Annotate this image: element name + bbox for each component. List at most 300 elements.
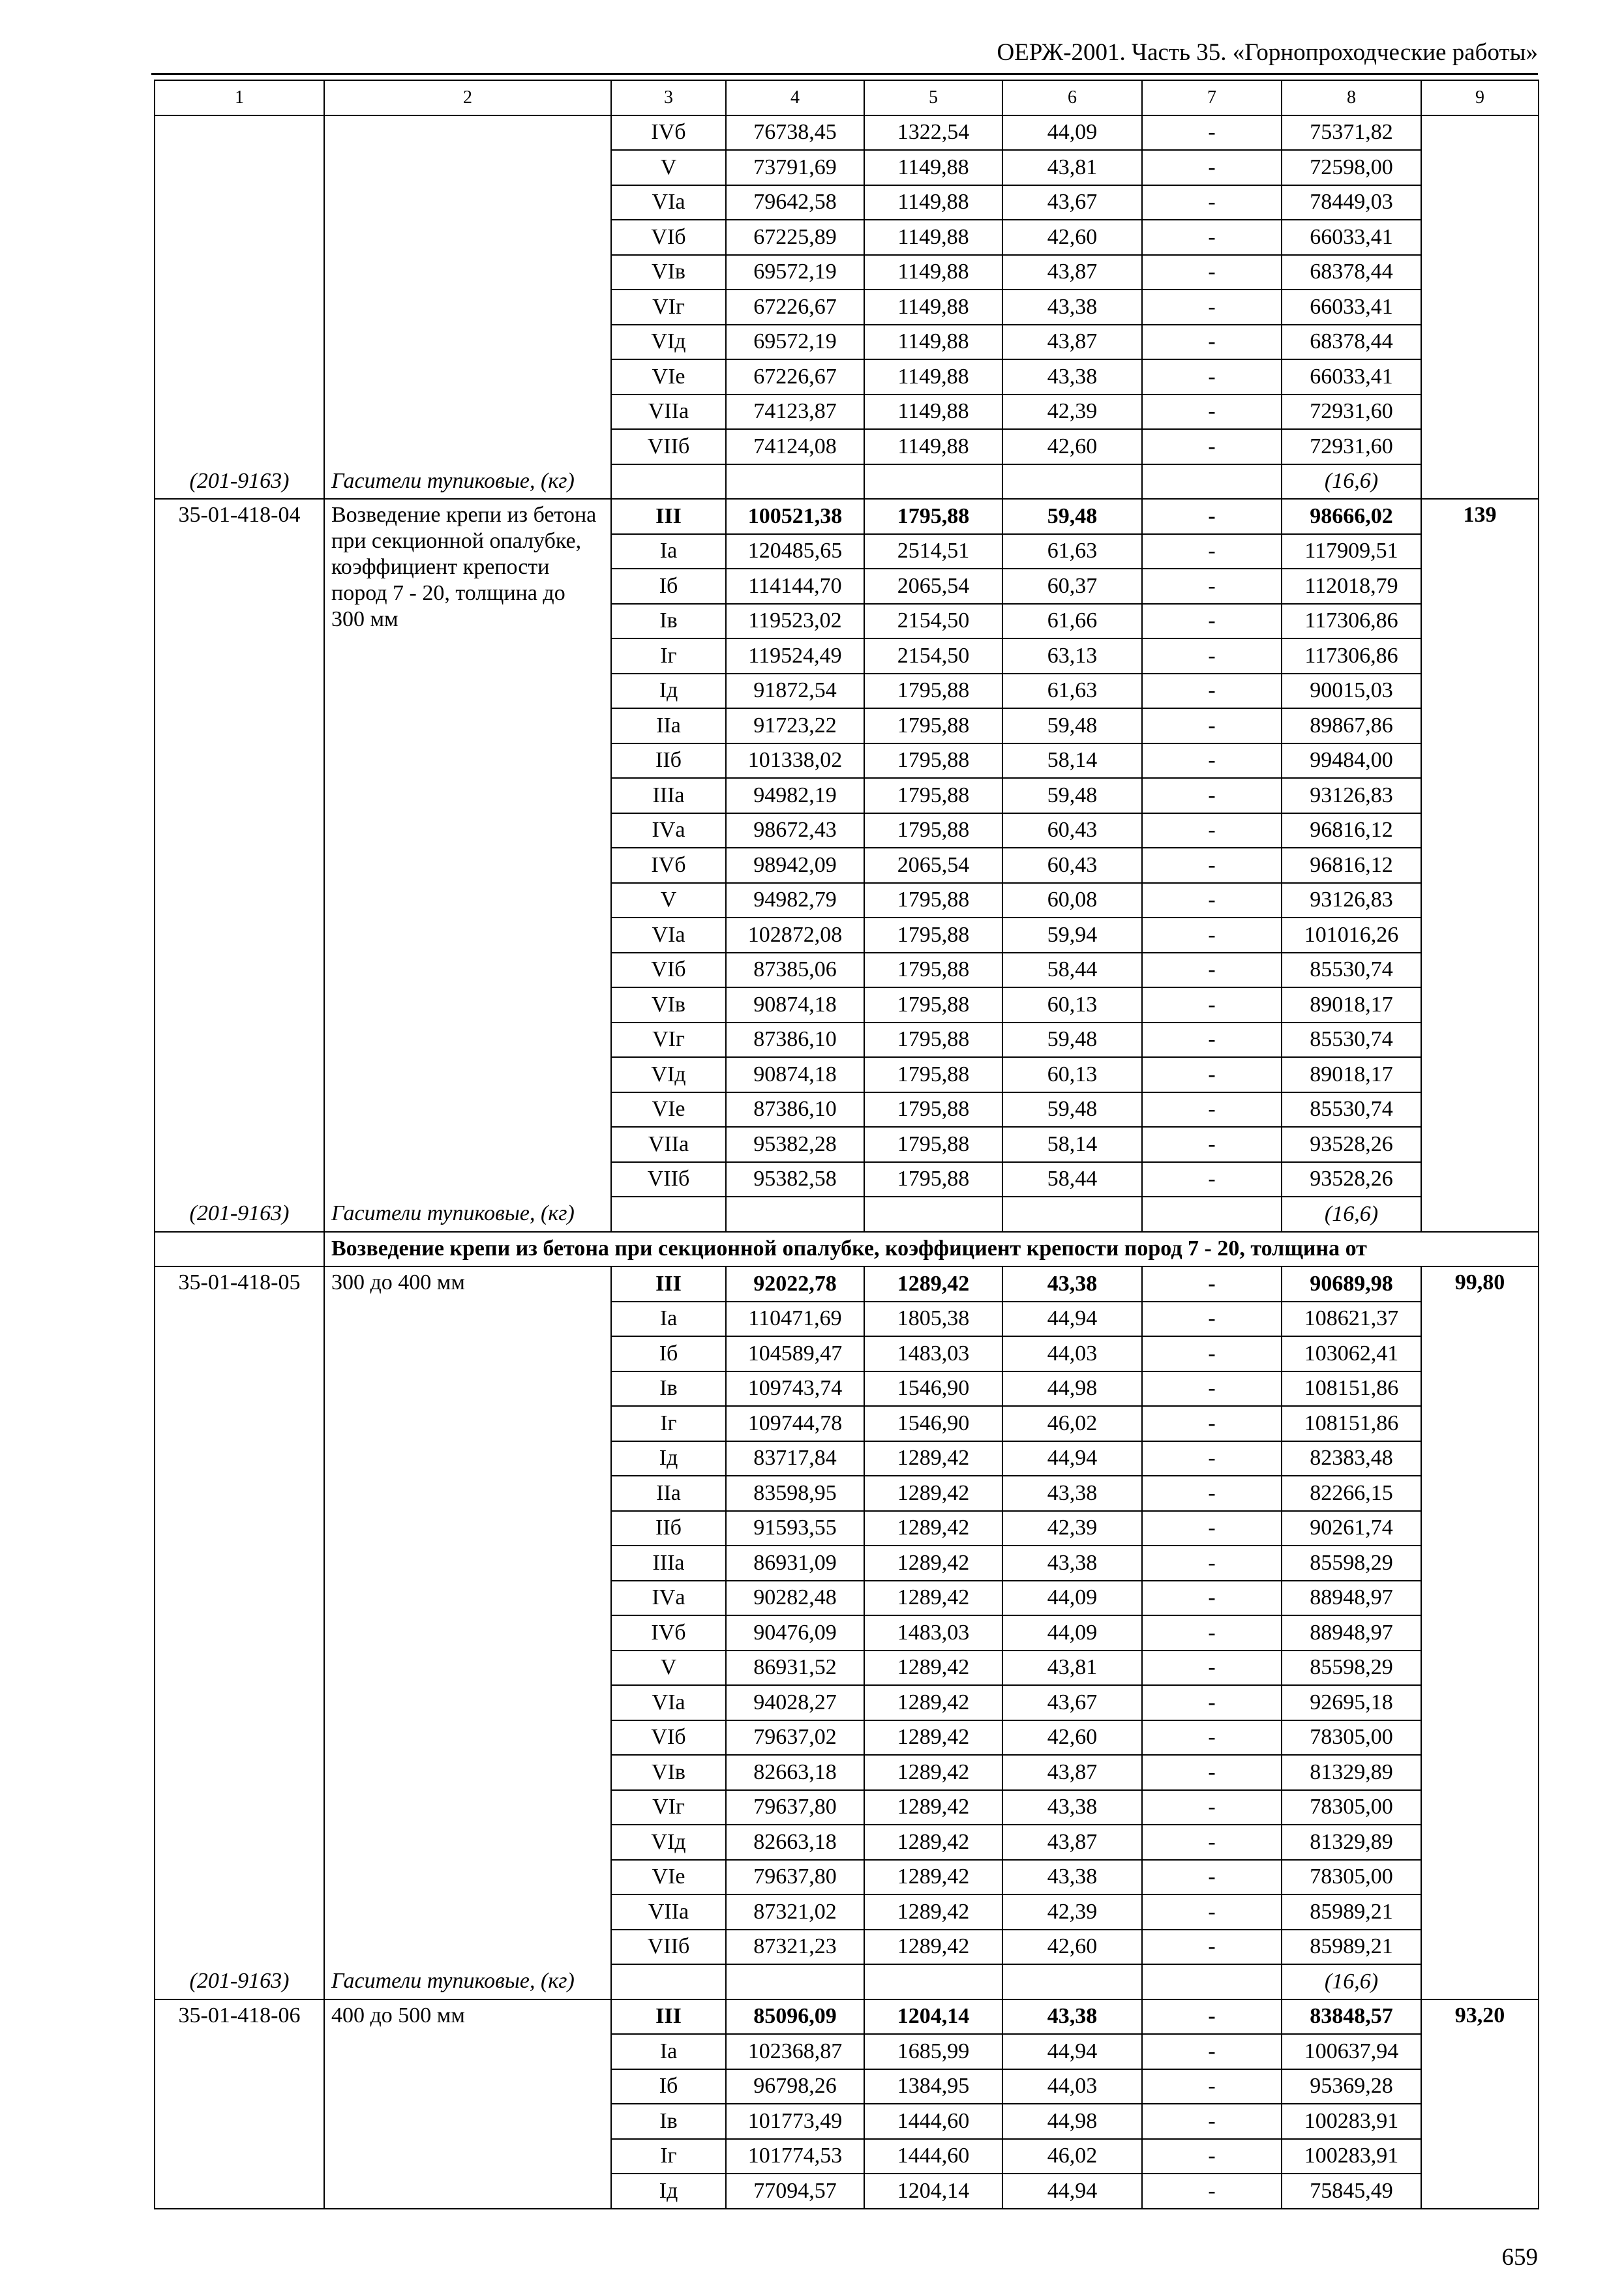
value-cell: 2154,50 [864,604,1002,639]
value-cell: 1149,88 [864,255,1002,290]
zone-cell: VIе [611,1092,726,1128]
value-cell: - [1142,1057,1282,1092]
value-cell: 1289,42 [864,1476,1002,1511]
value-cell: 91872,54 [726,674,864,709]
value-cell: 89867,86 [1282,708,1421,743]
value-cell: 86931,09 [726,1546,864,1581]
value-cell: 1795,88 [864,1023,1002,1058]
table-row [155,115,1539,151]
zone-cell: IVа [611,813,726,848]
value-cell: - [1142,1127,1282,1162]
value-cell: 67225,89 [726,220,864,255]
value-cell: - [1142,1825,1282,1860]
value-cell: 1795,88 [864,813,1002,848]
value-cell: - [1142,1755,1282,1790]
value-cell: 2154,50 [864,638,1002,674]
value-cell: 43,38 [1002,1546,1142,1581]
value-cell: 90874,18 [726,1057,864,1092]
value-cell: 59,48 [1002,499,1142,534]
value-cell: - [1142,1685,1282,1720]
value-cell: - [1142,604,1282,639]
value-cell: 1289,42 [864,1894,1002,1930]
value-cell: 1483,03 [864,1615,1002,1651]
value-cell: 78305,00 [1282,1720,1421,1756]
value-cell: 1204,14 [864,2174,1002,2209]
value-cell: 1546,90 [864,1371,1002,1407]
value-cell: 88948,97 [1282,1615,1421,1651]
value-cell: 104589,47 [726,1336,864,1371]
value-cell: - [1142,918,1282,953]
value-cell: 83717,84 [726,1441,864,1476]
value-cell: 59,48 [1002,708,1142,743]
value-cell: 43,87 [1002,1825,1142,1860]
value-cell: 1149,88 [864,290,1002,325]
zone-cell: IIб [611,1511,726,1546]
value-cell: 110471,69 [726,1302,864,1337]
value-cell: 66033,41 [1282,359,1421,395]
value-cell: - [1142,115,1282,151]
price-cell [1421,115,1539,500]
value-cell: - [1142,848,1282,883]
value-cell: 59,48 [1002,1092,1142,1128]
value-cell: 100283,91 [1282,2139,1421,2174]
value-cell: 78305,00 [1282,1790,1421,1825]
zone-cell: V [611,1651,726,1686]
zone-cell: IIб [611,743,726,779]
zone-cell: Iа [611,1302,726,1337]
value-cell: 120485,65 [726,534,864,569]
value-cell: - [1142,1860,1282,1895]
zone-cell: VIб [611,220,726,255]
value-cell: 1289,42 [864,1511,1002,1546]
value-cell: 86931,52 [726,1651,864,1686]
value-cell: 101016,26 [1282,918,1421,953]
zone-cell: VIв [611,987,726,1023]
value-cell: - [1142,1511,1282,1546]
value-cell: 1805,38 [864,1302,1002,1337]
zone-cell: VIIб [611,429,726,464]
value-cell: 93126,83 [1282,883,1421,918]
value-cell: - [1142,1371,1282,1407]
value-cell: 60,13 [1002,987,1142,1023]
value-cell: 43,87 [1002,255,1142,290]
value-cell: 85598,29 [1282,1651,1421,1686]
value-cell: 1149,88 [864,429,1002,464]
value-cell: 1289,42 [864,1790,1002,1825]
zone-cell: VIд [611,325,726,360]
value-cell: - [1142,708,1282,743]
table-row [155,1266,1539,1302]
zone-cell: IVб [611,1615,726,1651]
rate-code [155,115,324,464]
value-cell: 42,60 [1002,429,1142,464]
value-cell: 2065,54 [864,569,1002,604]
zone-cell: Iг [611,2139,726,2174]
value-cell: 74124,08 [726,429,864,464]
value-cell: 90874,18 [726,987,864,1023]
value-cell: 83848,57 [1282,1999,1421,2035]
value-cell: 98942,09 [726,848,864,883]
column-number: 3 [611,80,726,115]
value-cell: 46,02 [1002,1406,1142,1441]
zone-cell: VIв [611,255,726,290]
zone-cell: Iв [611,2104,726,2139]
value-cell: 43,38 [1002,1999,1142,2035]
material-qty: (16,6) [1282,464,1421,500]
value-cell: 92695,18 [1282,1685,1421,1720]
value-cell: - [1142,1302,1282,1337]
value-cell: 88948,97 [1282,1581,1421,1616]
value-cell: 1204,14 [864,1999,1002,2035]
value-cell: 78449,03 [1282,185,1421,220]
value-cell: 75371,82 [1282,115,1421,151]
zone-cell: Iг [611,638,726,674]
section-heading-row [155,1232,1539,1267]
value-cell: 117306,86 [1282,638,1421,674]
value-cell: 61,63 [1002,534,1142,569]
value-cell: 72598,00 [1282,150,1421,185]
zone-cell: VIб [611,1720,726,1756]
value-cell: - [1142,185,1282,220]
value-cell: 87385,06 [726,953,864,988]
value-cell: 1795,88 [864,1092,1002,1128]
value-cell: 59,48 [1002,1023,1142,1058]
value-cell: 81329,89 [1282,1825,1421,1860]
zone-cell: Iг [611,1406,726,1441]
value-cell: 44,09 [1002,115,1142,151]
value-cell: 93528,26 [1282,1162,1421,1197]
value-cell: - [1142,1266,1282,1302]
value-cell: - [1142,325,1282,360]
value-cell: 44,98 [1002,1371,1142,1407]
value-cell: 79637,80 [726,1790,864,1825]
material-name: Гасители тупиковые, (кг) [324,1197,611,1232]
value-cell: - [1142,2139,1282,2174]
value-cell: 96816,12 [1282,813,1421,848]
value-cell: - [1142,1162,1282,1197]
value-cell: 42,60 [1002,1720,1142,1756]
value-cell: - [1142,1894,1282,1930]
value-cell: 79642,58 [726,185,864,220]
value-cell: 90689,98 [1282,1266,1421,1302]
zone-cell: Iб [611,569,726,604]
value-cell: 90476,09 [726,1615,864,1651]
page-header: ОЕРЖ-2001. Часть 35. «Горнопроходческие работы» [997,39,1538,66]
value-cell: 90282,48 [726,1581,864,1616]
material-name: Гасители тупиковые, (кг) [324,1964,611,1999]
column-number: 1 [155,80,324,115]
value-cell: 44,98 [1002,2104,1142,2139]
value-cell: 1795,88 [864,953,1002,988]
value-cell: 46,02 [1002,2139,1142,2174]
value-cell: 94982,19 [726,778,864,813]
value-cell: - [1142,1581,1282,1616]
zone-cell: VIв [611,1755,726,1790]
zone-cell: VIе [611,359,726,395]
value-cell: 83598,95 [726,1476,864,1511]
value-cell: 60,08 [1002,883,1142,918]
value-cell: 43,38 [1002,1860,1142,1895]
value-cell: 1149,88 [864,325,1002,360]
rate-code: 35-01-418-04 [155,499,324,1197]
zone-cell: IIIа [611,778,726,813]
value-cell: 1795,88 [864,1127,1002,1162]
value-cell: 42,60 [1002,220,1142,255]
value-cell: 117909,51 [1282,534,1421,569]
value-cell: 81329,89 [1282,1755,1421,1790]
value-cell: 59,48 [1002,778,1142,813]
value-cell: 1149,88 [864,359,1002,395]
value-cell: 93126,83 [1282,778,1421,813]
value-cell: 42,60 [1002,1930,1142,1965]
value-cell: - [1142,1651,1282,1686]
zone-cell: V [611,150,726,185]
value-cell: 43,38 [1002,1476,1142,1511]
value-cell: 1289,42 [864,1755,1002,1790]
value-cell: 44,94 [1002,2034,1142,2069]
value-cell: 72931,60 [1282,395,1421,430]
value-cell: 2065,54 [864,848,1002,883]
value-cell: - [1142,1720,1282,1756]
value-cell: - [1142,987,1282,1023]
value-cell: 59,94 [1002,918,1142,953]
zone-cell: VIг [611,1023,726,1058]
value-cell: 43,67 [1002,1685,1142,1720]
price-cell: 93,20 [1421,1999,1539,2209]
column-number: 7 [1142,80,1282,115]
value-cell: 98666,02 [1282,499,1421,534]
value-cell: 79637,02 [726,1720,864,1756]
value-cell: 42,39 [1002,1511,1142,1546]
zone-cell: IIа [611,1476,726,1511]
value-cell: 75845,49 [1282,2174,1421,2209]
rate-code: 35-01-418-06 [155,1999,324,2209]
page-number: 659 [1501,2244,1538,2271]
value-cell: 1149,88 [864,185,1002,220]
value-cell: - [1142,255,1282,290]
value-cell: 108151,86 [1282,1371,1421,1407]
value-cell: 43,38 [1002,1266,1142,1302]
value-cell: 91593,55 [726,1511,864,1546]
value-cell: 1444,60 [864,2104,1002,2139]
zone-cell: VIIа [611,1894,726,1930]
zone-cell: VIд [611,1057,726,1092]
material-row [155,1197,1539,1232]
material-row [155,464,1539,500]
value-cell: 82266,15 [1282,1476,1421,1511]
value-cell: 108621,37 [1282,1302,1421,1337]
value-cell: - [1142,2104,1282,2139]
zone-cell: IVа [611,1581,726,1616]
zone-cell: III [611,499,726,534]
zone-cell: IVб [611,115,726,151]
value-cell: 89018,17 [1282,1057,1421,1092]
zone-cell: IIа [611,708,726,743]
value-cell: 79637,80 [726,1860,864,1895]
value-cell: 44,94 [1002,1302,1142,1337]
value-cell: 1444,60 [864,2139,1002,2174]
material-code: (201-9163) [155,1964,324,1999]
zone-cell: Iа [611,534,726,569]
value-cell: 100637,94 [1282,2034,1421,2069]
value-cell: 43,67 [1002,185,1142,220]
value-cell: 103062,41 [1282,1336,1421,1371]
value-cell: 1149,88 [864,220,1002,255]
value-cell: 92022,78 [726,1266,864,1302]
value-cell: 67226,67 [726,359,864,395]
column-number: 9 [1421,80,1539,115]
value-cell: 95382,58 [726,1162,864,1197]
value-cell: 1483,03 [864,1336,1002,1371]
value-cell: 85989,21 [1282,1930,1421,1965]
value-cell: 1685,99 [864,2034,1002,2069]
value-cell: 69572,19 [726,255,864,290]
value-cell: - [1142,290,1282,325]
value-cell: 93528,26 [1282,1127,1421,1162]
value-cell: 72931,60 [1282,429,1421,464]
zone-cell: VIг [611,290,726,325]
value-cell: 1795,88 [864,1162,1002,1197]
value-cell: - [1142,1546,1282,1581]
material-qty: (16,6) [1282,1964,1421,1999]
zone-cell: VIг [611,1790,726,1825]
value-cell: 112018,79 [1282,569,1421,604]
material-name: Гасители тупиковые, (кг) [324,464,611,500]
value-cell: 85989,21 [1282,1894,1421,1930]
value-cell: 1149,88 [864,395,1002,430]
value-cell: - [1142,569,1282,604]
value-cell: - [1142,499,1282,534]
value-cell: 87386,10 [726,1092,864,1128]
zone-cell: III [611,1999,726,2035]
value-cell: 101338,02 [726,743,864,779]
value-cell: 43,87 [1002,1755,1142,1790]
work-description: 300 до 400 мм [324,1266,611,1964]
value-cell: 1289,42 [864,1685,1002,1720]
value-cell: - [1142,813,1282,848]
zone-cell: VIа [611,1685,726,1720]
value-cell: 43,38 [1002,290,1142,325]
work-description: 400 до 500 мм [324,1999,611,2209]
zone-cell: Iб [611,2069,726,2104]
value-cell: 73791,69 [726,150,864,185]
value-cell: 85598,29 [1282,1546,1421,1581]
value-cell: 90015,03 [1282,674,1421,709]
value-cell: 43,87 [1002,325,1142,360]
value-cell: - [1142,534,1282,569]
zone-cell: III [611,1266,726,1302]
section-heading: Возведение крепи из бетона при секционной опалубке, коэффициент крепости пород 7 - 20, толщина от [324,1232,1539,1267]
value-cell: 1149,88 [864,150,1002,185]
value-cell: - [1142,429,1282,464]
value-cell: 58,44 [1002,953,1142,988]
value-cell: 1289,42 [864,1651,1002,1686]
zone-cell: V [611,883,726,918]
value-cell: - [1142,1023,1282,1058]
value-cell: 1289,42 [864,1930,1002,1965]
column-number-row [155,80,1539,115]
value-cell: 85530,74 [1282,1023,1421,1058]
rate-code: 35-01-418-05 [155,1266,324,1964]
value-cell: 100521,38 [726,499,864,534]
value-cell: 68378,44 [1282,325,1421,360]
value-cell: 1795,88 [864,743,1002,779]
value-cell: 44,94 [1002,1441,1142,1476]
value-cell: 44,94 [1002,2174,1142,2209]
column-number: 5 [864,80,1002,115]
zone-cell: VIа [611,185,726,220]
material-code: (201-9163) [155,1197,324,1232]
value-cell: - [1142,883,1282,918]
zone-cell: Iв [611,604,726,639]
value-cell: 1795,88 [864,708,1002,743]
value-cell: 42,39 [1002,395,1142,430]
value-cell: 58,14 [1002,743,1142,779]
value-cell: - [1142,1441,1282,1476]
value-cell: 60,43 [1002,813,1142,848]
price-cell: 139 [1421,499,1539,1232]
value-cell: 100283,91 [1282,2104,1421,2139]
value-cell: 96816,12 [1282,848,1421,883]
value-cell: - [1142,638,1282,674]
value-cell: 119523,02 [726,604,864,639]
value-cell: 68378,44 [1282,255,1421,290]
value-cell: 82383,48 [1282,1441,1421,1476]
value-cell: 101773,49 [726,2104,864,2139]
value-cell: 87321,23 [726,1930,864,1965]
column-number: 4 [726,80,864,115]
value-cell: 1795,88 [864,987,1002,1023]
value-cell: 101774,53 [726,2139,864,2174]
work-description: Возведение крепи из бетона при секционной опалубке, коэффициент крепости пород 7 - 20, толщина до 300 мм [324,499,611,1197]
value-cell: - [1142,743,1282,779]
zone-cell: Iа [611,2034,726,2069]
value-cell: 2514,51 [864,534,1002,569]
value-cell: 58,14 [1002,1127,1142,1162]
work-description [324,115,611,464]
value-cell: 102872,08 [726,918,864,953]
material-row [155,1964,1539,1999]
value-cell: - [1142,395,1282,430]
value-cell: 99484,00 [1282,743,1421,779]
column-number: 6 [1002,80,1142,115]
value-cell: - [1142,778,1282,813]
value-cell: 44,03 [1002,1336,1142,1371]
value-cell: 109744,78 [726,1406,864,1441]
value-cell: - [1142,1336,1282,1371]
value-cell: 1795,88 [864,499,1002,534]
table-body [155,80,1539,2209]
value-cell: 1289,42 [864,1441,1002,1476]
column-number: 2 [324,80,611,115]
zone-cell: Iд [611,674,726,709]
value-cell: 43,81 [1002,1651,1142,1686]
value-cell: 1384,95 [864,2069,1002,2104]
value-cell: 60,43 [1002,848,1142,883]
zone-cell: VIб [611,953,726,988]
value-cell: 89018,17 [1282,987,1421,1023]
value-cell: - [1142,1092,1282,1128]
zone-cell: Iд [611,1441,726,1476]
value-cell: 78305,00 [1282,1860,1421,1895]
value-cell: 74123,87 [726,395,864,430]
zone-cell: VIIб [611,1930,726,1965]
zone-cell: IVб [611,848,726,883]
value-cell: 117306,86 [1282,604,1421,639]
value-cell: 95382,28 [726,1127,864,1162]
value-cell: - [1142,2069,1282,2104]
value-cell: 43,81 [1002,150,1142,185]
